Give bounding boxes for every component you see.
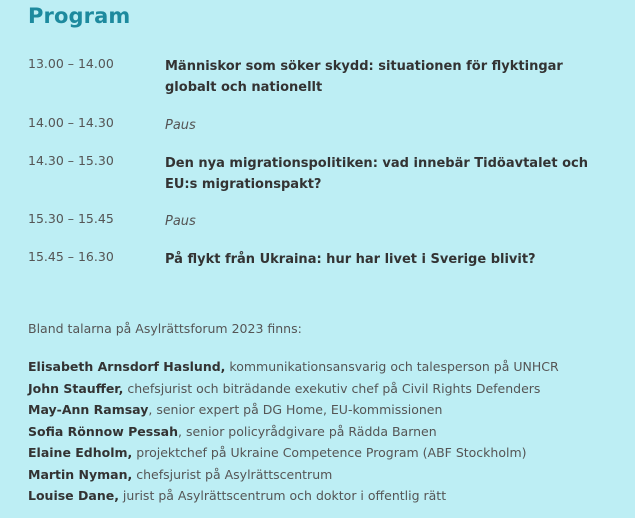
speaker-name: Sofia Rönnow Pessah	[28, 423, 178, 439]
speaker-name: Martin Nyman,	[28, 466, 133, 482]
speaker-role: projektchef på Ukraine Competence Program (ABF Stockholm)	[132, 445, 527, 460]
speakers-intro: Bland talarna på Asylrättsforum 2023 finns:	[28, 321, 302, 336]
speaker-name: May-Ann Ramsay	[28, 402, 149, 417]
schedule-pause: Paus	[165, 118, 196, 133]
schedule-time: 14.00 – 14.30	[28, 115, 114, 130]
schedule-time: 15.45 – 16.30	[28, 249, 114, 264]
speaker-item	[28, 421, 628, 443]
speaker-item	[28, 485, 628, 507]
schedule-talk-title: Den nya migrationspolitiken: vad innebär Tidöavtalet och EU:s migrationspakt?	[165, 156, 588, 192]
speakers-list	[28, 356, 628, 507]
speaker-role: kommunikationsansvarig och talesperson på UNHCR	[225, 359, 559, 374]
speaker-item	[28, 442, 628, 464]
speaker-item	[28, 399, 628, 421]
schedule-time: 13.00 – 14.00	[28, 56, 114, 71]
speaker-name: John Stauffer,	[28, 380, 124, 396]
speaker-role: chefsjurist på Asylrättscentrum	[132, 466, 333, 482]
speaker-name: Elaine Edholm,	[28, 445, 133, 460]
speaker-role: , senior expert på DG Home, EU-kommissionen	[148, 402, 443, 417]
speaker-item	[28, 464, 628, 486]
speaker-item	[28, 378, 628, 400]
speaker-item	[28, 356, 628, 378]
speaker-name: Elisabeth Arnsdorf Haslund,	[28, 359, 226, 374]
schedule-pause: Paus	[165, 214, 196, 229]
schedule-talk-title: På flykt från Ukraina: hur har livet i Sverige blivit?	[165, 252, 536, 267]
speaker-name: Louise Dane,	[28, 488, 119, 503]
schedule-time: 14.30 – 15.30	[28, 153, 114, 168]
page-title: Program	[28, 4, 131, 28]
schedule-time: 15.30 – 15.45	[28, 211, 114, 226]
schedule-talk-title: Människor som söker skydd: situationen för flyktingar globalt och nationellt	[165, 59, 563, 95]
speaker-role: jurist på Asylrättscentrum och doktor i offentlig rätt	[118, 488, 447, 503]
speaker-role: , senior policyrådgivare på Rädda Barnen	[178, 423, 437, 439]
speaker-role: chefsjurist och biträdande exekutiv chef på Civil Rights Defenders	[123, 380, 541, 396]
